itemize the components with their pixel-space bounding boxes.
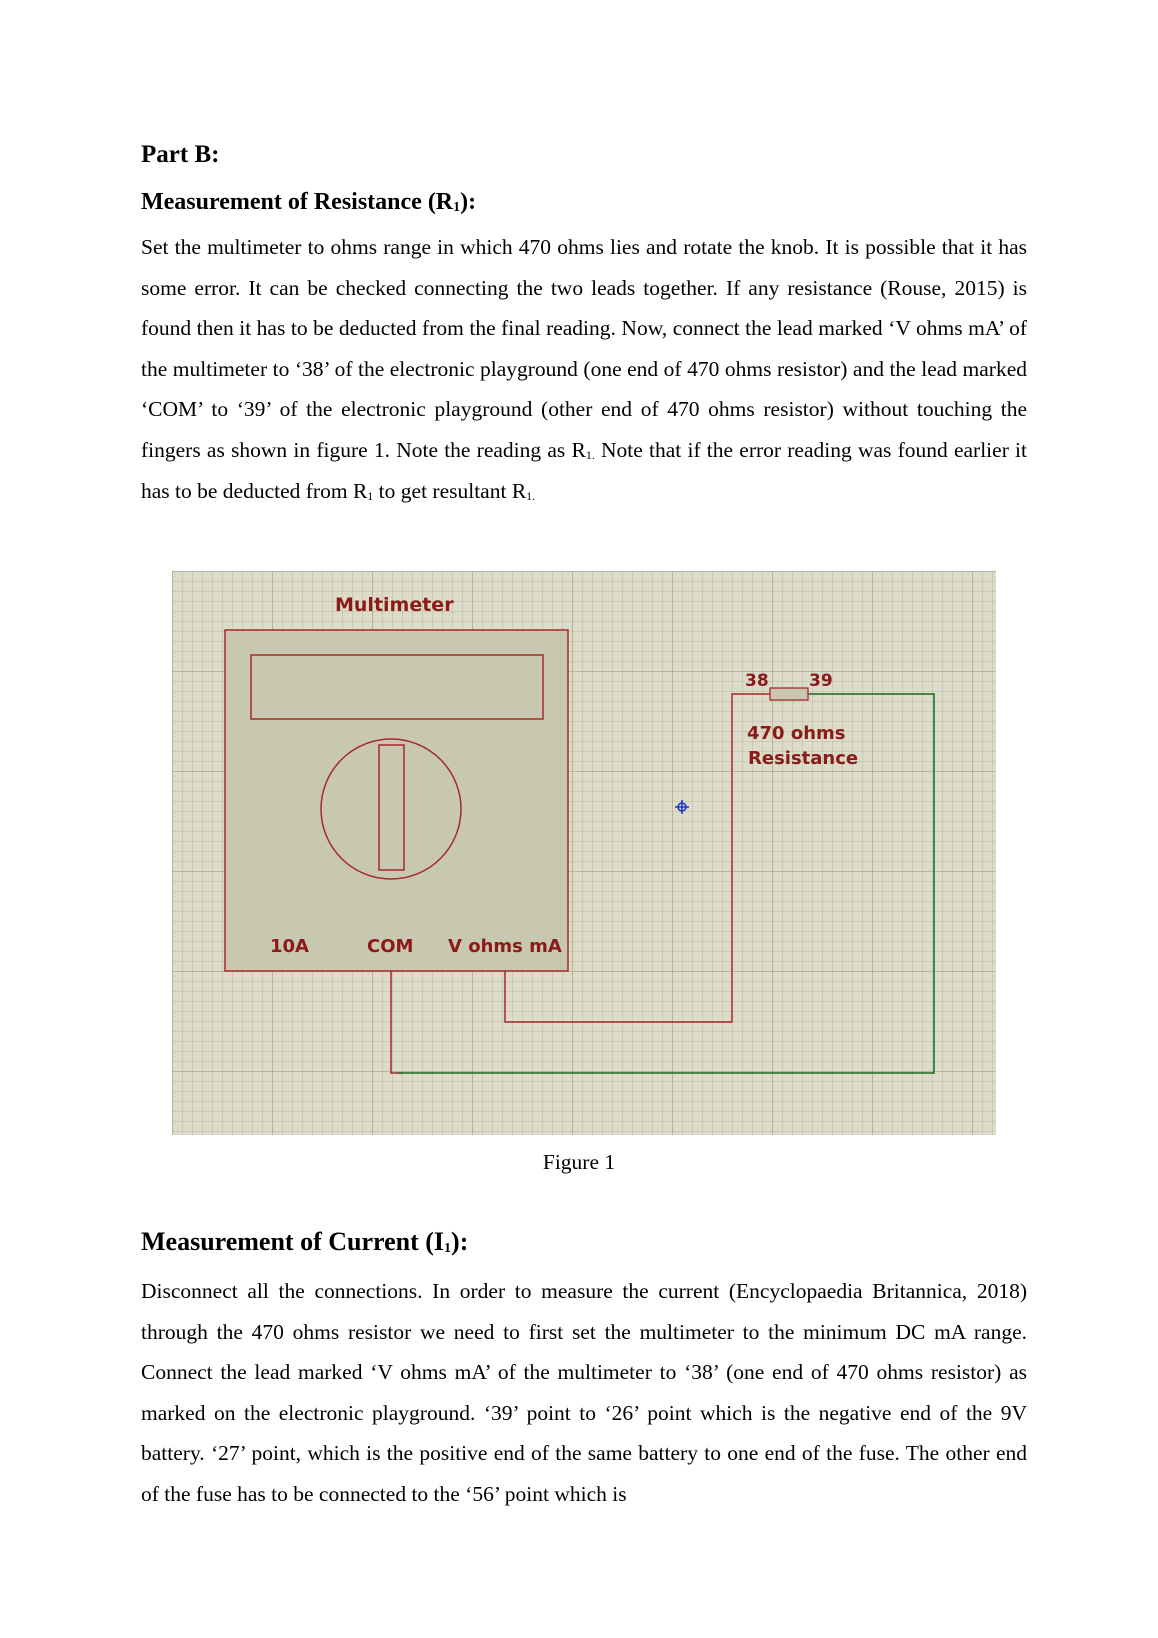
resistor-470-ohms [770, 688, 808, 700]
node-39-label: 39 [809, 671, 833, 691]
current-paragraph: Disconnect all the connections. In order to measure the current (Encyclopaedia Britannica, 2018) through the 470 ohms resistor we need to first set the multimeter to the minimum DC mA range. Connect the lead marked ‘V ohms mA’ of the multimeter to ‘38’ (one end of 470 ohms resistor) as marked on the electronic playground. ‘39’ point to ‘26’ point which is the negative end of the 9V battery. ‘27’ point, which is the positive end of the same battery to one end of the fuse. The other end of the fuse has to be connected to the ‘56’ point which is [141, 1279, 1027, 1506]
resistance-heading-text: Measurement of Resistance (R [141, 189, 454, 215]
port-10a-label: 10A [270, 936, 309, 957]
resistor-label-line-2: Resistance [748, 748, 859, 769]
resistance-heading-sub: 1 [453, 200, 461, 215]
resistance-heading-suffix: ): [460, 189, 477, 215]
multimeter-display [251, 655, 543, 719]
dial-pointer [379, 745, 404, 870]
part-heading: Part B: [141, 141, 220, 168]
r1-subscript-c: 1. [526, 488, 536, 503]
multimeter-title: Multimeter [335, 594, 454, 616]
current-heading [141, 1227, 468, 1264]
circuit-diagram [172, 571, 996, 1135]
resistance-text-2: Note that if the error reading was found earlier it has to be deducted from R [141, 437, 1028, 503]
resistance-text-1: Set the multimeter to ohms range in which 470 ohms lies and rotate the knob. It is possible that it has some error. It can be checked connecting the two leads together. If any resistance (Rouse, 2015) is found then it has to be deducted from the final reading. Now, connect the lead marked ‘V ohms mA’ of the multimeter to ‘38’ of the electronic playground (one end of 470 ohms resistor) and the lead marked ‘COM’ to ‘39’ of the electronic playground (other end of 470 ohms resistor) without touching the fingers as shown in figure 1. Note the reading as R [141, 235, 1027, 462]
port-com-label: COM [367, 936, 414, 957]
figure-caption: Figure 1 [542, 1150, 616, 1174]
node-38-label: 38 [745, 671, 769, 691]
resistance-text-3: to get resultant R [373, 478, 527, 503]
resistance-paragraph [141, 227, 1027, 511]
port-v-ohms-ma-label: V ohms mA [448, 936, 562, 957]
r1-subscript-b: 1 [367, 488, 374, 503]
current-heading-text: Measurement of Current (I [141, 1227, 445, 1256]
figure-1-circuit [172, 571, 996, 1135]
resistor-label-line-1: 470 ohms [747, 723, 846, 744]
current-heading-sub: 1 [444, 1241, 452, 1256]
resistance-heading [141, 187, 476, 223]
r1-subscript-a: 1. [585, 447, 595, 462]
current-heading-suffix: ): [451, 1227, 469, 1256]
